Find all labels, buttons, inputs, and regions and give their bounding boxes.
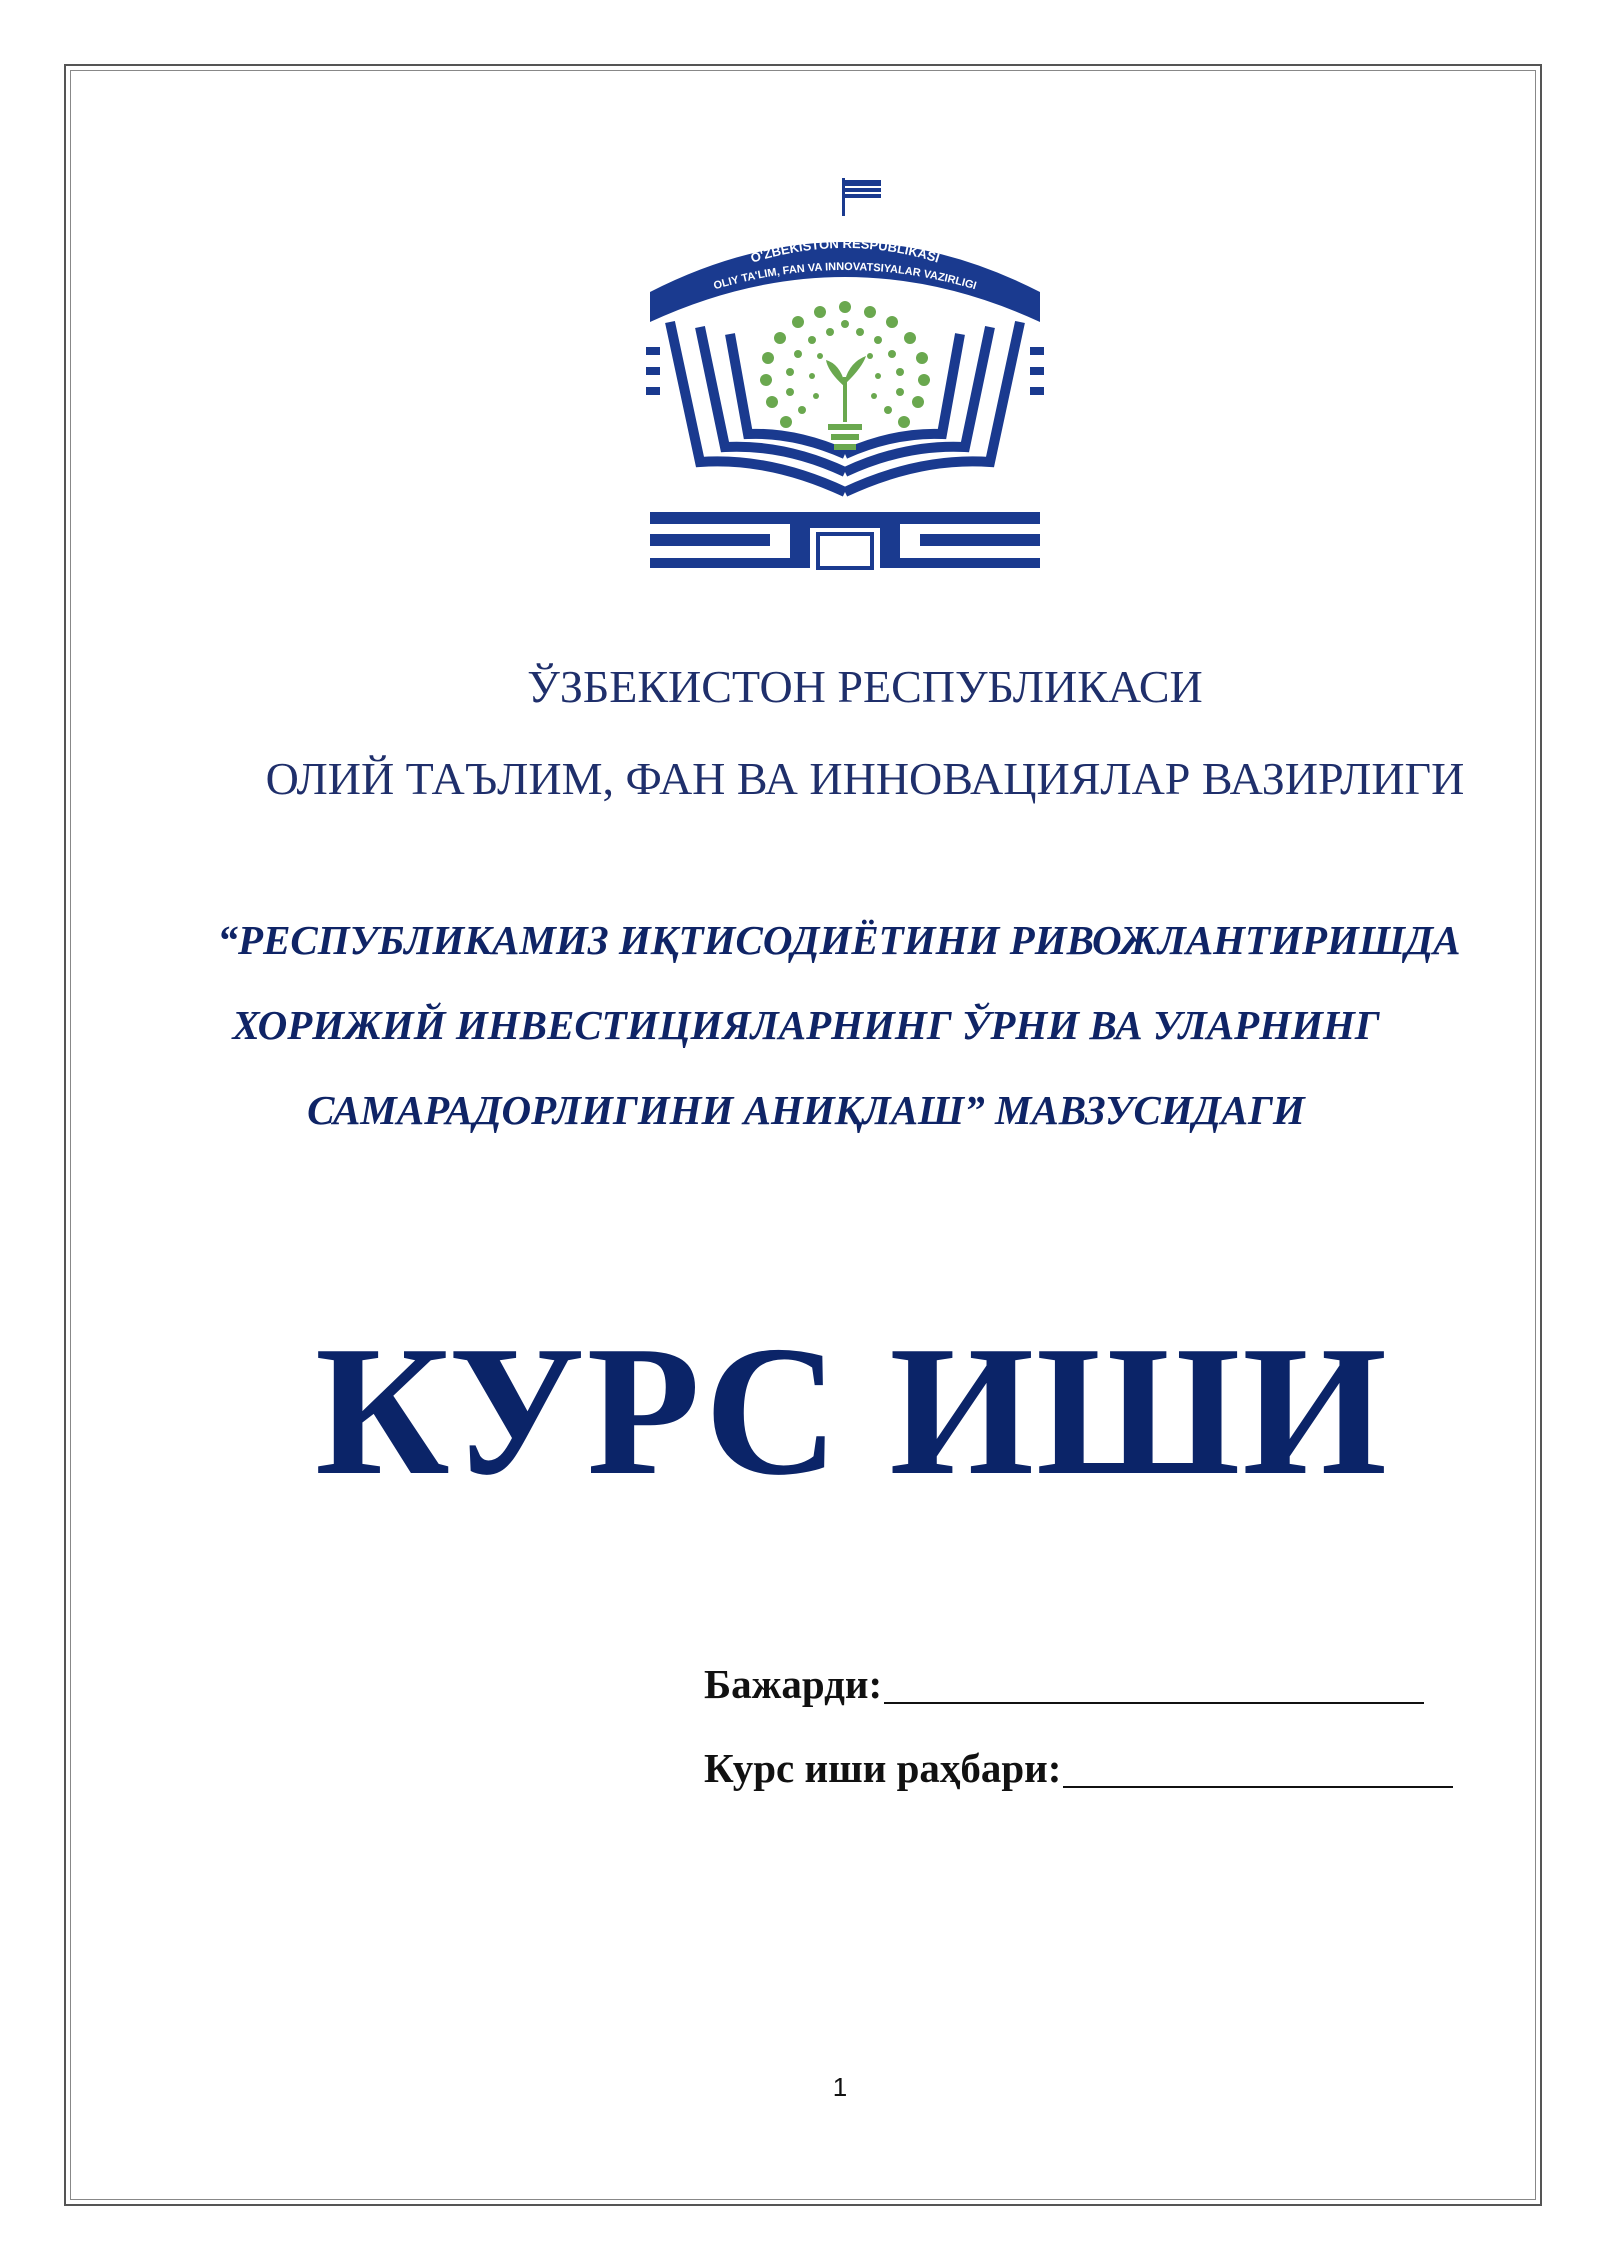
page-number: 1 <box>832 2072 848 2102</box>
performed-by-row <box>704 1660 1424 1708</box>
performed-by-label: Бажарди: <box>704 1661 883 1707</box>
topic-line-1: “РЕСПУБЛИКАМИЗ ИҚТИСОДИЁТИНИ РИВОЖЛАНТИРИШДА <box>217 917 1461 963</box>
emblem-arc-text-2: OLIY TA'LIM, FAN VA INNOVATSIYALAR VAZIRLIGI <box>712 260 978 293</box>
topic-line-3: САМАРАДОРЛИГИНИ АНИҚЛАШ” МАВЗУСИДАГИ <box>307 1087 1305 1133</box>
performed-by-blank-line <box>884 1702 1424 1704</box>
tree-dots-icon <box>760 301 930 450</box>
ministry-heading-line-1: ЎЗБЕКИСТОН РЕСПУБЛИКАСИ <box>527 661 1203 712</box>
ministry-heading-line-2: ОЛИЙ ТАЪЛИМ, ФАН ВА ИННОВАЦИЯЛАР ВАЗИРЛИГИ <box>265 753 1465 804</box>
flag-icon <box>842 178 881 216</box>
ministry-emblem-logo <box>640 172 1050 572</box>
supervisor-label: Курс иши раҳбари: <box>704 1745 1062 1791</box>
document-title: КУРС ИШИ <box>315 1308 1389 1514</box>
topic-line-2: ХОРИЖИЙ ИНВЕСТИЦИЯЛАРНИНГ ЎРНИ ВА УЛАРНИНГ <box>232 1002 1380 1048</box>
supervisor-row <box>704 1744 1453 1792</box>
emblem-arc-text-1: O'ZBEKISTON RESPUBLIKASI <box>748 235 942 266</box>
supervisor-blank-line <box>1063 1786 1453 1788</box>
